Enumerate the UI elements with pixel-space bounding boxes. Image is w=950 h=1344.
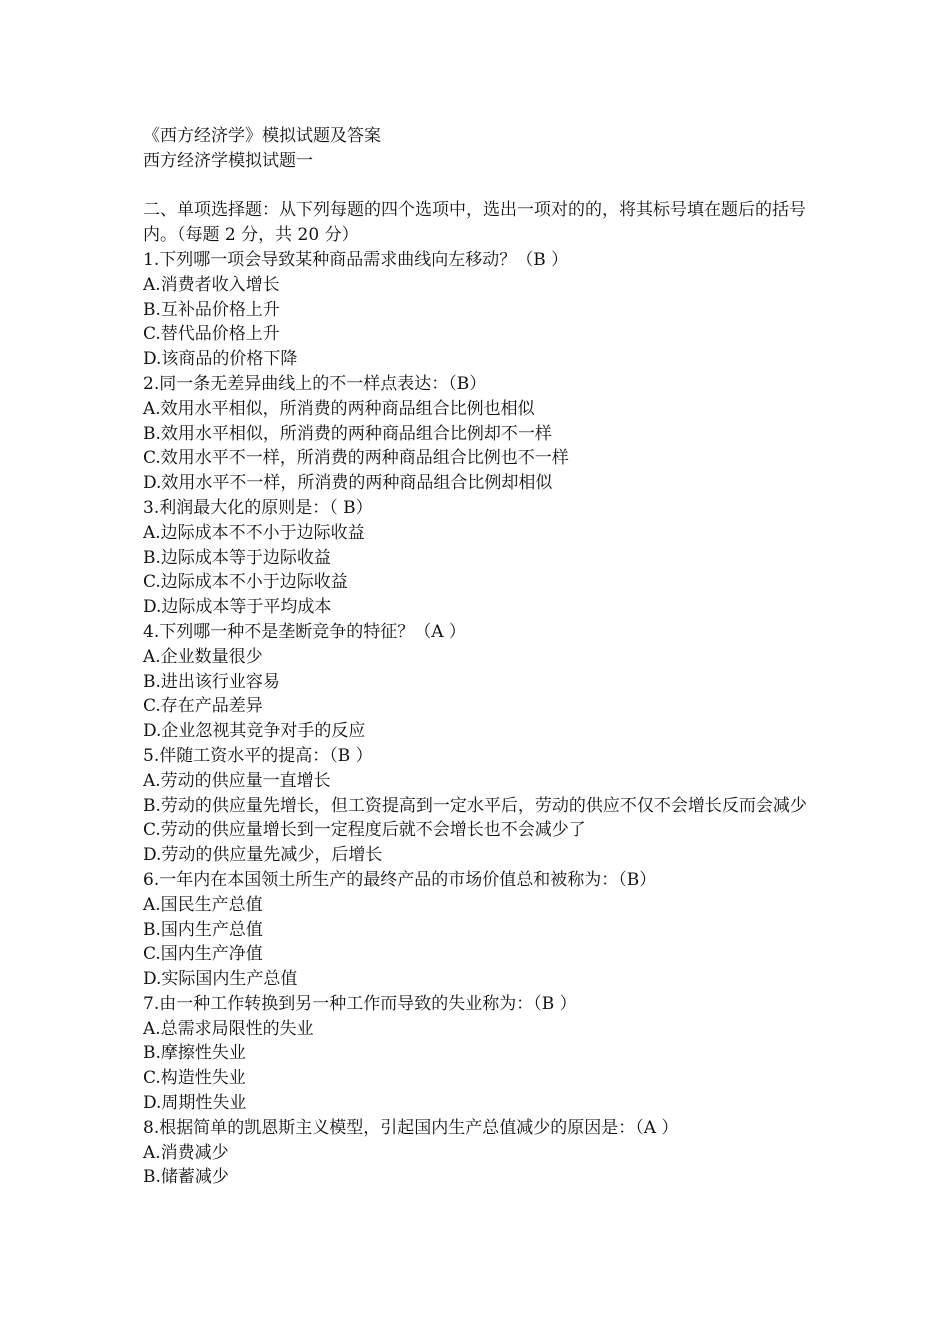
question-option: B.边际成本等于边际收益: [143, 547, 331, 568]
question-stem: 8.根据简单的凯恩斯主义模型，引起国内生产总值减少的原因是：（A ）: [143, 1117, 679, 1138]
document-subtitle: 西方经济学模拟试题一: [143, 150, 313, 171]
question-option: A.劳动的供应量一直增长: [143, 770, 331, 791]
question-option: D.边际成本等于平均成本: [143, 597, 332, 618]
question-option: A.效用水平相似，所消费的两种商品组合比例也相似: [143, 398, 535, 419]
section-heading: 二、单项选择题：从下列每题的四个选项中，选出一项对的的，将其标号填在题后的括号内。（每题 2 分，共 20 分）: [143, 200, 806, 246]
question-option: B.效用水平相似，所消费的两种商品组合比例却不一样: [143, 423, 552, 444]
question-8: [143, 1116, 823, 1190]
question-3: [143, 496, 823, 620]
question-6: [143, 868, 823, 992]
question-option: B.互补品价格上升: [143, 299, 280, 320]
question-option: C.国内生产净值: [143, 944, 263, 965]
question-option: C.效用水平不一样，所消费的两种商品组合比例也不一样: [143, 448, 569, 469]
question-option: C.构造性失业: [143, 1068, 246, 1089]
question-option: A.边际成本不不小于边际收益: [143, 522, 365, 543]
question-option: B.劳动的供应量先增长，但工资提高到一定水平后，劳动的供应不仅不会增长反而会减少: [143, 795, 807, 816]
question-option: D.周期性失业: [143, 1093, 247, 1114]
question-option: B.摩擦性失业: [143, 1043, 246, 1064]
question-option: A.企业数量很少: [143, 646, 263, 667]
question-4: [143, 620, 823, 744]
question-option: A.消费减少: [143, 1142, 229, 1163]
question-option: B.国内生产总值: [143, 919, 263, 940]
question-7: [143, 992, 823, 1116]
question-stem: 3.利润最大化的原则是：（ B）: [143, 497, 373, 518]
question-option: D.实际国内生产总值: [143, 969, 298, 990]
question-option: C.边际成本不小于边际收益: [143, 572, 348, 593]
question-stem: 5.伴随工资水平的提高：（B ）: [143, 745, 373, 766]
question-5: [143, 744, 823, 868]
question-option: C.劳动的供应量增长到一定程度后就不会增长也不会减少了: [143, 820, 586, 841]
question-stem: 1.下列哪一项会导致某种商品需求曲线向左移动？（B ）: [143, 249, 569, 270]
question-stem: 7.由一种工作转换到另一种工作而导致的失业称为：（B ）: [143, 993, 577, 1014]
document-title: 《西方经济学》模拟试题及答案: [143, 126, 381, 146]
question-1: [143, 248, 823, 372]
blank-line: [143, 174, 823, 199]
question-stem: 6.一年内在本国领土所生产的最终产品的市场价值总和被称为：（B）: [143, 869, 657, 890]
question-stem: 4.下列哪一种不是垄断竞争的特征？（A ）: [143, 621, 466, 642]
question-option: D.劳动的供应量先减少，后增长: [143, 845, 383, 866]
question-option: D.企业忽视其竞争对手的反应: [143, 721, 366, 742]
question-option: D.该商品的价格下降: [143, 349, 298, 370]
question-option: A.消费者收入增长: [143, 274, 280, 295]
question-option: C.替代品价格上升: [143, 324, 280, 345]
document-body: [143, 124, 823, 1190]
question-stem: 2.同一条无差异曲线上的不一样点表达：（B）: [143, 373, 487, 394]
question-2: [143, 372, 823, 496]
question-option: C.存在产品差异: [143, 696, 263, 717]
question-option: B.进出该行业容易: [143, 671, 280, 692]
question-option: B.储蓄减少: [143, 1167, 229, 1188]
question-option: A.国民生产总值: [143, 894, 263, 915]
question-option: A.总需求局限性的失业: [143, 1018, 314, 1039]
question-option: D.效用水平不一样，所消费的两种商品组合比例却相似: [143, 473, 553, 494]
